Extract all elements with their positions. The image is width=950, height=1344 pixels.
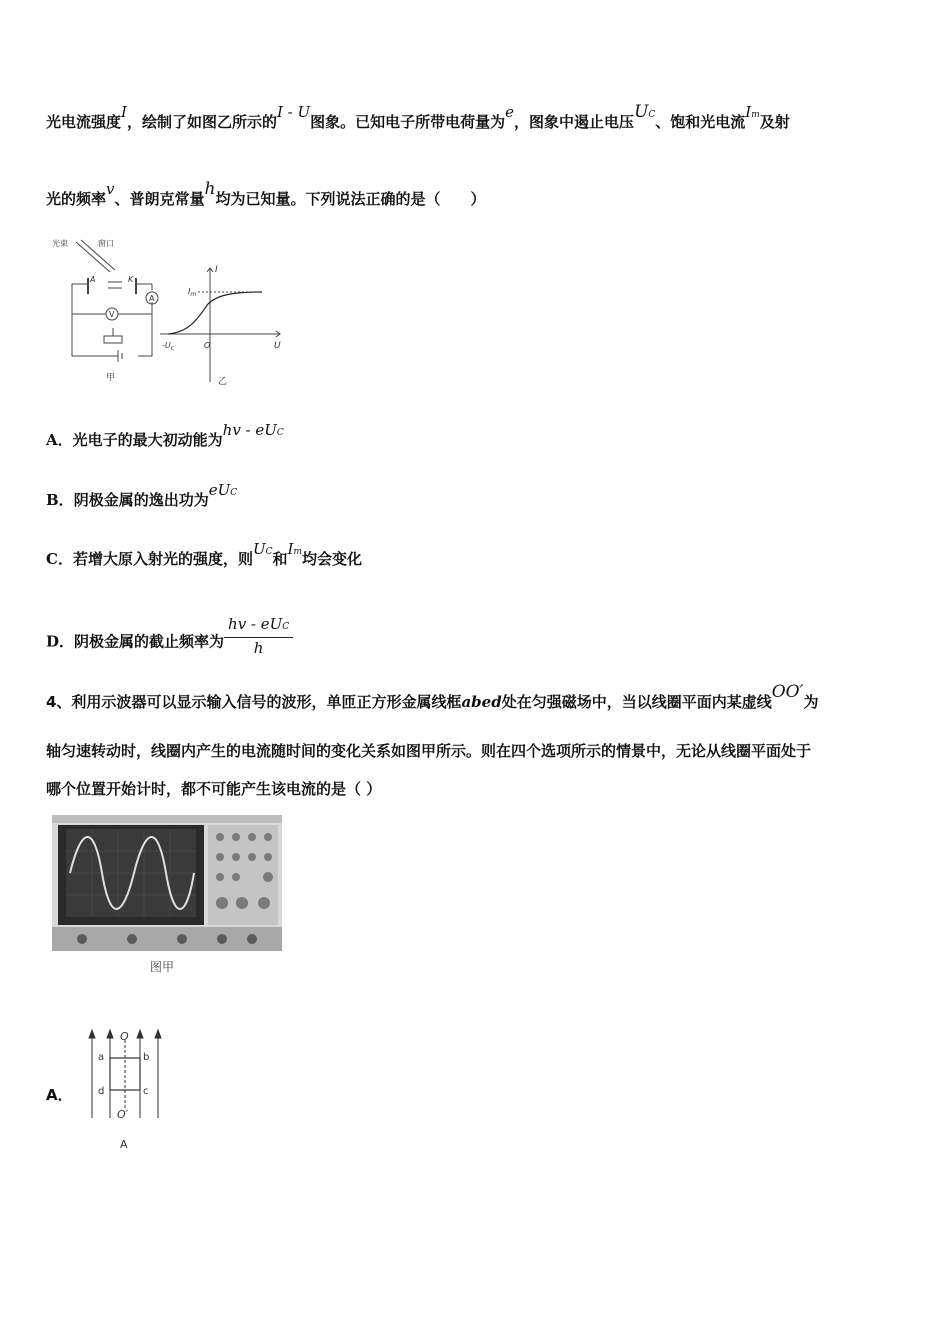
device-top — [52, 815, 282, 823]
caption-figure-left: 甲 — [106, 373, 116, 383]
field-arrow — [137, 1030, 143, 1038]
q4-text-line-3: 哪个位置开始计时，都不可能产生该电流的是（ ） — [46, 780, 382, 798]
math-base: eU — [208, 481, 231, 499]
label-b: b — [143, 1052, 150, 1063]
text-run: 图象。已知电子所带电荷量为 — [310, 113, 506, 131]
option-label: D． — [46, 632, 75, 651]
label-ammeter: A — [149, 294, 155, 303]
math-symbol: h — [204, 179, 216, 199]
text-run: 为 — [803, 693, 819, 711]
label-o-top: O — [120, 1030, 129, 1043]
option-math — [253, 540, 273, 558]
q4-option-a-figure — [80, 1026, 170, 1154]
label-window: 窗口 — [98, 239, 114, 248]
label-c: c — [143, 1086, 149, 1097]
fraction-denominator: h — [253, 639, 264, 657]
math-symbol: abed — [461, 693, 502, 711]
option-math — [209, 481, 237, 499]
option-text: 阴极金属的截止频率为 — [74, 632, 225, 651]
label-im-base: I — [188, 287, 191, 296]
field-arrow — [89, 1030, 95, 1038]
math-expression: I - U — [276, 103, 311, 121]
text-run: 、饱和光电流 — [655, 113, 746, 131]
math-base: hv - eU — [228, 615, 283, 633]
label-axis-i: I — [215, 265, 218, 275]
label-d: d — [98, 1086, 105, 1097]
math-base: hv - eU — [222, 421, 277, 439]
oscilloscope-photo — [52, 815, 282, 951]
math-base: I — [287, 540, 294, 558]
option-text: 光电子的最大初动能为 — [72, 431, 223, 449]
label-a: a — [98, 1052, 105, 1063]
option-math — [223, 421, 284, 439]
option-fraction — [224, 614, 293, 658]
math-subscript: C — [230, 488, 238, 498]
q3-option-c — [46, 540, 363, 572]
option-label: A． — [46, 431, 73, 449]
math-symbol — [634, 102, 655, 122]
label-anode: A — [90, 275, 96, 284]
label-axis-u: U — [274, 341, 281, 351]
option-text: 阴极金属的逸出功为 — [73, 491, 209, 509]
option-text: 均会变化 — [302, 550, 363, 568]
rheostat — [104, 336, 122, 343]
q3-text-line-1 — [46, 102, 790, 135]
field-arrow — [107, 1030, 113, 1038]
option-text: 和 — [272, 550, 288, 568]
label-voltmeter: V — [109, 310, 115, 319]
text-run: 均为已知量。下列说法正确的是（ ） — [215, 190, 486, 208]
q3-text-line-2 — [46, 179, 486, 209]
math-subscript: C — [648, 110, 656, 120]
label-cathode: K — [128, 275, 134, 284]
label-uc-sub: c — [170, 345, 175, 352]
text-run: 4、利用示波器可以显示输入信号的波形，单匝正方形金属线框 — [46, 693, 462, 711]
label-origin: O — [204, 341, 211, 350]
label-im-sub: m — [190, 291, 197, 298]
option-label: C． — [46, 550, 73, 568]
math-symbol — [745, 103, 759, 121]
photo-caption: 图甲 — [150, 960, 175, 974]
option-label: B． — [46, 491, 74, 509]
q4-text-line-2: 轴匀速转动时，线圈内产生的电流随时间的变化关系如图甲所示。则在四个选项所示的情景中，无论从线圈平面处于 — [46, 742, 812, 760]
q3-option-a — [46, 421, 284, 453]
math-base: U — [634, 102, 649, 122]
label-im — [188, 287, 196, 298]
field-arrow — [155, 1030, 161, 1038]
text-run: ，图象中遏止电压 — [514, 113, 635, 131]
q3-option-d — [46, 615, 293, 664]
q3-figure — [48, 232, 288, 390]
math-subscript: m — [751, 110, 760, 120]
math-symbol: OO′ — [771, 682, 804, 702]
fraction-numerator — [224, 614, 293, 638]
label-uc-base: -U — [162, 341, 171, 350]
label-uc — [162, 341, 175, 352]
text-run: 、普朗克常量 — [114, 190, 205, 208]
label-light-beam: 光束 — [52, 239, 68, 248]
text-run: 处在匀强磁场中，当以线圈平面内某虚线 — [501, 693, 772, 711]
math-base: U — [252, 540, 266, 558]
math-symbol: e — [505, 103, 515, 121]
option-text: 若增大原入射光的强度，则 — [72, 550, 253, 568]
math-symbol: v — [106, 180, 115, 198]
math-subscript: C — [276, 428, 284, 438]
text-run: 及射 — [759, 113, 790, 131]
math-subscript: C — [265, 547, 273, 557]
circuit-wire — [138, 302, 152, 356]
text-run: ，绘制了如图乙所示的 — [126, 113, 277, 131]
math-symbol: I — [121, 103, 127, 121]
caption-figure-right: 乙 — [218, 377, 228, 387]
text-run: 光电流强度 — [46, 113, 122, 131]
math-base: I — [745, 103, 752, 121]
q3-option-b — [46, 481, 238, 513]
option-math — [288, 540, 302, 558]
q4-text-line-1 — [46, 682, 819, 712]
iu-curve — [168, 292, 262, 334]
math-subscript: C — [282, 622, 290, 632]
q4-option-a-label: A． — [46, 1086, 73, 1104]
label-o-bottom: O′ — [117, 1108, 129, 1121]
text-run: 光的频率 — [46, 190, 107, 208]
figure-caption: A — [120, 1138, 128, 1151]
math-subscript: m — [293, 547, 303, 557]
